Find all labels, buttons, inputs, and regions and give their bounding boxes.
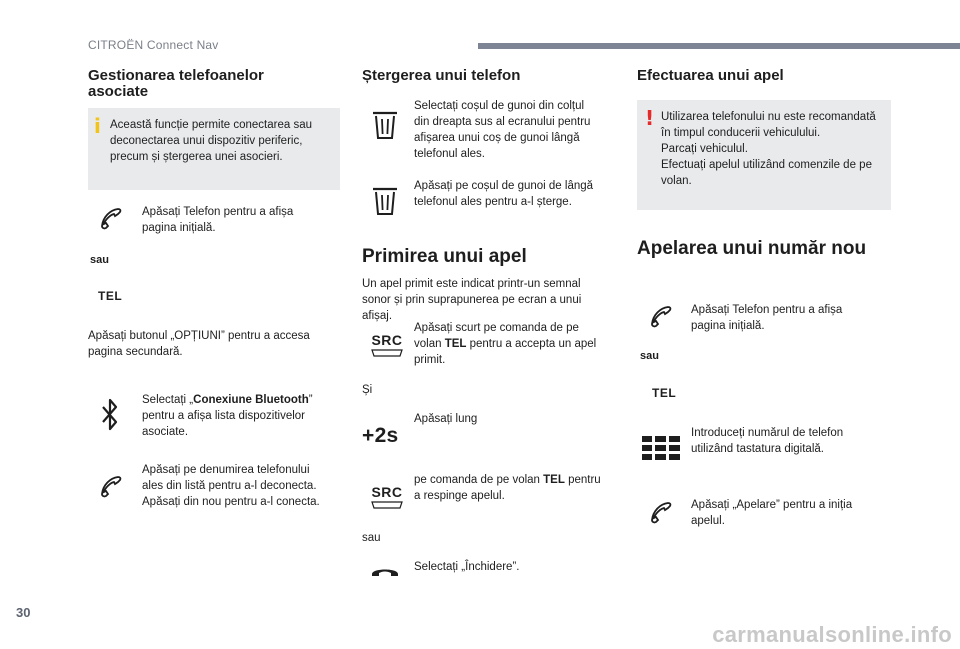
section-title-receive-call: Primirea unui apel (362, 246, 527, 267)
section-title-new-number: Apelarea unui număr nou (637, 238, 867, 259)
or-label: sau (90, 254, 109, 266)
or-label: sau (362, 532, 381, 544)
section-title-make-call: Efectuarea unui apel (637, 67, 784, 84)
phone-icon (98, 206, 124, 232)
info-box (88, 108, 340, 190)
or-label: sau (640, 350, 659, 362)
hangup-step: Selectați „Închidere”. (414, 561, 520, 573)
hangup-icon (370, 564, 400, 578)
src-button-shape (370, 348, 404, 358)
header-bar (478, 43, 960, 49)
info-text: Această funcție permite conectarea sau deconectarea unui dispozitiv periferic, precum și ștergerea unei asocieri. (110, 119, 313, 163)
section-title-line: Gestionarea telefoanelor (88, 67, 264, 84)
plus-2s-icon (362, 424, 406, 452)
and-label: Și (362, 384, 373, 396)
bluetooth-connection-label: Conexiune Bluetooth (193, 394, 309, 406)
bluetooth-icon (100, 396, 120, 436)
step-open-phone: Apăsați Telefon pentru a afișa pagina inițială. (142, 206, 294, 234)
src-button-icon (370, 484, 404, 512)
long-press-text: Apăsați lung (414, 413, 478, 425)
call-step: Apăsați „Apelare” pentru a iniția apelul. (691, 499, 853, 527)
watermark-url: carmanualsonline.info (712, 622, 952, 647)
src-button-shape (370, 500, 404, 510)
tel-button-label: TEL (98, 289, 123, 303)
trash-icon (372, 186, 398, 216)
phone-icon (648, 304, 674, 330)
src-label: SRC (371, 484, 403, 500)
options-paragraph: Apăsați butonul „OPȚIUNI” pentru a accesa pagina secundară. (88, 330, 310, 358)
section-title-manage-phones (88, 68, 264, 100)
page-number: 30 (16, 605, 31, 620)
warning-text: Utilizarea telefonului nu este recomandată în timpul conducerii vehiculului. Parcați vehiculul. Efectuați apelul utilizând comenzile de pe volan. (661, 111, 876, 187)
phone-icon (98, 474, 124, 500)
delete-step-1: Selectați coșul de gunoi din colțul din dreapta sus al ecranului pentru afișarea unui coș de gunoi lângă telefonul ales. (414, 100, 591, 160)
section-title-line: asociate (88, 83, 149, 100)
info-icon: i (94, 114, 101, 138)
keypad-step: Introduceți numărul de telefon utilizând tastatura digitală. (691, 427, 844, 455)
trash-icon (372, 110, 398, 140)
receive-paragraph: Un apel primit este indicat printr-un semnal sonor și prin suprapunerea pe ecran a unui afișaj. (362, 278, 582, 322)
warning-icon: ! (645, 106, 655, 130)
new-call-step-1: Apăsați Telefon pentru a afișa pagina inițială. (691, 304, 843, 332)
step-connect-disconnect: Apăsați pe denumirea telefonului ales din listă pentru a-l deconecta. Apăsați din nou pentru a-l conecta. (142, 464, 320, 508)
section-title-delete-phone: Ștergerea unui telefon (362, 67, 521, 84)
tel-button-label: TEL (652, 386, 677, 400)
src-label: SRC (371, 332, 403, 348)
src-button-icon (370, 332, 404, 360)
reject-call-step: pe comanda de pe volan TEL pentru a respinge apelul. (414, 474, 601, 502)
accept-call-step: Apăsați scurt pe comanda de pe volan TEL pentru a accepta un apel primit. (414, 322, 597, 366)
header-title: CITROËN Connect Nav (88, 38, 219, 52)
plus-2s-label: +2s (362, 424, 399, 447)
warning-box (637, 100, 891, 210)
step-bluetooth: Selectați „Conexiune Bluetooth” pentru a afișa lista dispozitivelor asociate. (142, 394, 313, 438)
phone-icon (648, 500, 674, 526)
delete-step-2: Apăsați pe coșul de gunoi de lângă telefonul ales pentru a-l șterge. (414, 180, 594, 208)
keypad-icon (642, 436, 680, 464)
